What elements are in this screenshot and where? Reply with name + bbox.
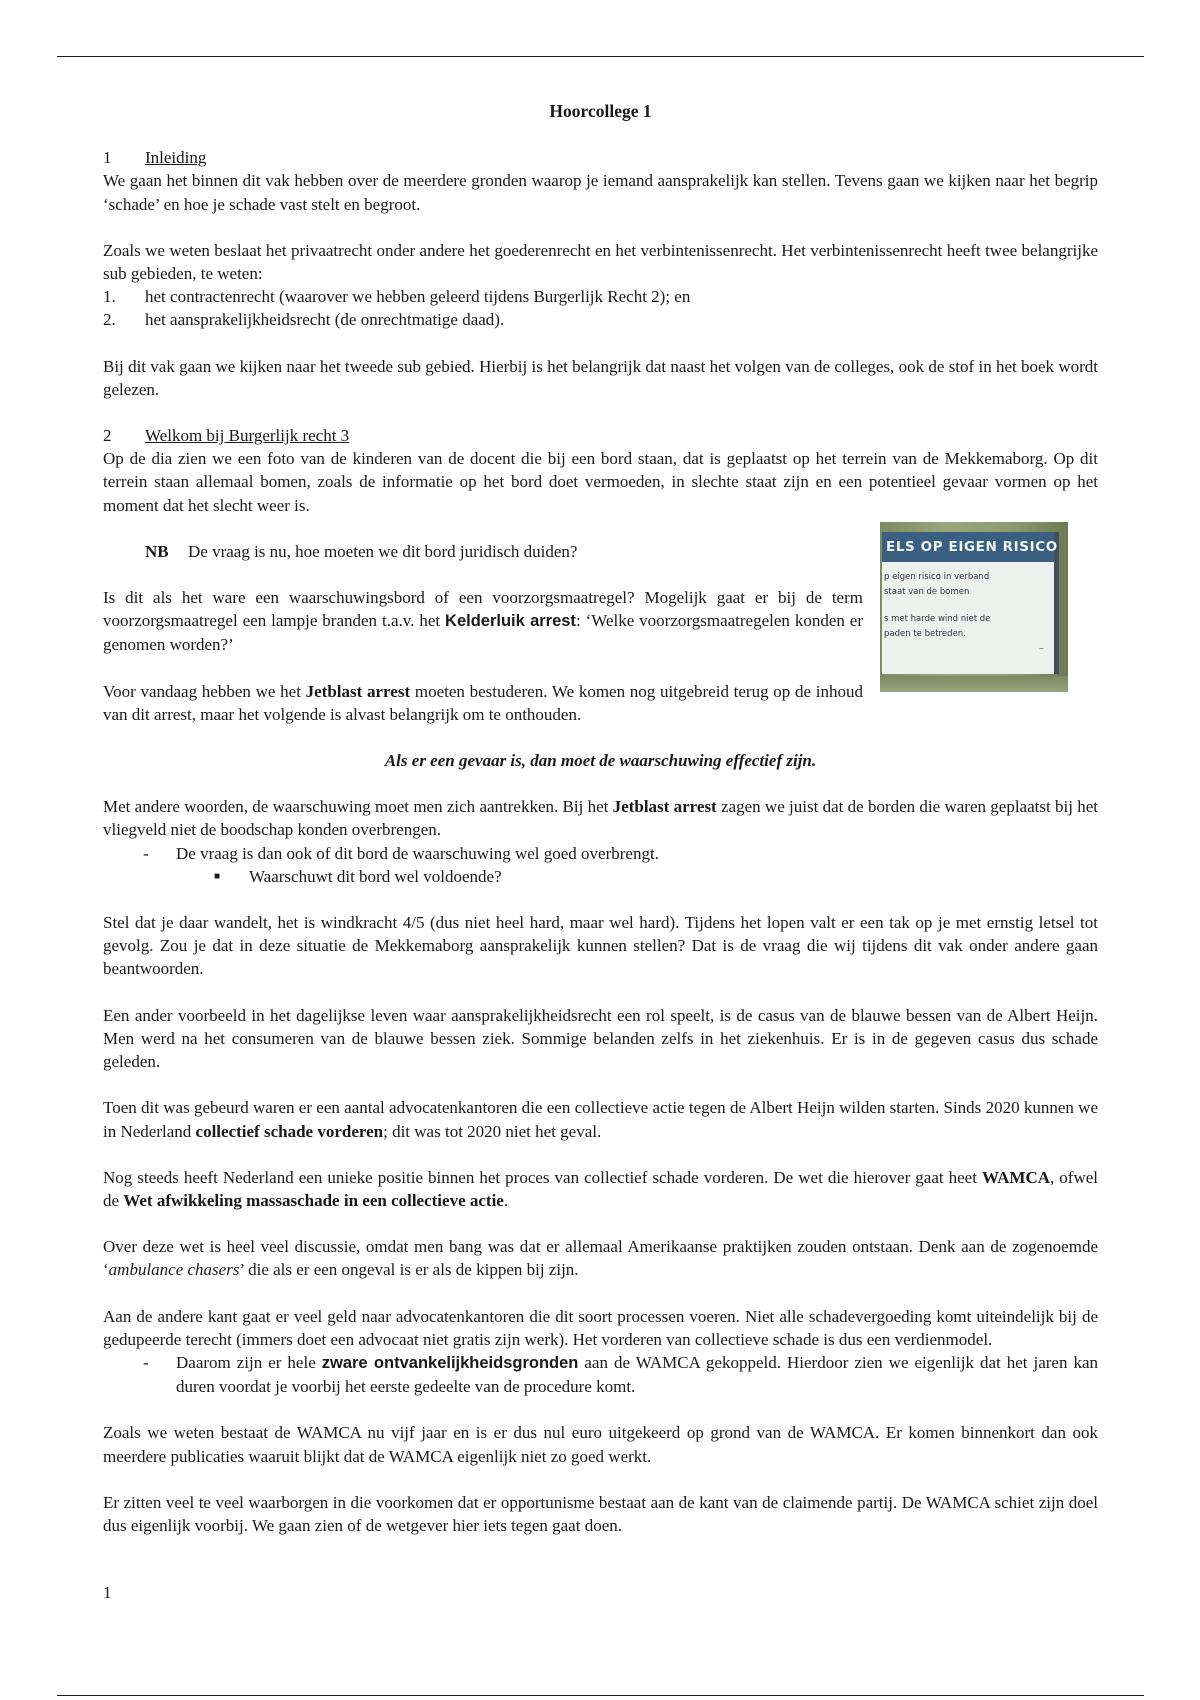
paragraph: Is dit als het ware een waarschuwingsbord of een voorzorgsmaatregel? Mogelijk gaat er bij de term voorzorgsmaatregel een lampje branden t.a.v. het Kelderluik arrest: ‘Welke voorzorgsmaatregelen konden er genomen worden?’	[103, 588, 863, 655]
paragraph: Over deze wet is heel veel discussie, omdat men bang was dat er allemaal Amerikaanse praktijken zouden ontstaan. Denk aan de zogenoemde ‘ambulance chasers’ die als er een ongeval is er als de kippen bij zijn.	[103, 1237, 1098, 1280]
bold-term: collectief schade vorderen	[195, 1121, 384, 1141]
section-title: Welkom bij Burgerlijk recht 3	[145, 426, 350, 446]
bold-term: zware ontvankelijkheidsgronden	[321, 1353, 579, 1372]
dash-bullet	[103, 1351, 1098, 1398]
section-title: Inleiding	[145, 148, 207, 168]
list-item	[103, 285, 1098, 308]
paragraph: Er zitten veel te veel waarborgen in die voorkomen dat er opportunisme bestaat aan de kant van de claimende partij. De WAMCA schiet zijn doel dus eigenlijk voorbij. We gaan zien of de wetgever hier iets tegen gaat doen.	[103, 1492, 1098, 1535]
case-name: Jetblast arrest	[305, 681, 411, 701]
key-quote: Als er een gevaar is, dan moet de waarschuwing effectief zijn.	[384, 751, 817, 771]
italic-term: ambulance chasers	[108, 1260, 240, 1280]
bullet-text: Waarschuwt dit bord wel voldoende?	[249, 866, 502, 886]
bullet-marker: -	[143, 843, 149, 863]
paragraph: Een ander voorbeeld in het dagelijkse leven waar aansprakelijkheidsrecht een rol speelt, is de casus van de blauwe bessen van de Albert Heijn. Men werd na het consumeren van de blauwe bessen ziek. Sommige belanden zelfs in het ziekenhuis. Er is in de gegeven casus dus schade geleden.	[103, 1005, 1098, 1072]
paragraph: Voor vandaag hebben we het Jetblast arrest moeten bestuderen. We komen nog uitgebreid terug op de inhoud van dit arrest, maar het volgende is alvast belangrijk om te onthouden.	[103, 681, 863, 724]
list-item	[103, 308, 1098, 331]
page-number: 1	[103, 1583, 112, 1602]
sign-signature: –	[1039, 643, 1044, 654]
list-number: 1.	[103, 287, 116, 307]
list-text: het contractenrecht (waarover we hebben geleerd tijdens Burgerlijk Recht 2); en	[145, 287, 691, 307]
list-number: 2.	[103, 310, 116, 330]
section-1-heading	[103, 146, 1098, 169]
section-2-heading	[103, 424, 1098, 447]
sign-header: ELS OP EIGEN RISICO	[882, 532, 1054, 562]
paragraph: We gaan het binnen dit vak hebben over de meerdere gronden waarop je iemand aansprakelijk kan stellen. Tevens gaan we kijken naar het begrip ‘schade’ en hoe je schade vast stelt en begroot.	[103, 171, 1098, 214]
warning-sign-photo	[880, 522, 1068, 692]
bold-term: WAMCA	[982, 1167, 1050, 1187]
paragraph: Aan de andere kant gaat er veel geld naar advocatenkantoren die dit soort processen voeren. Niet alle schadevergoeding komt uiteindelijk bij de gedupeerde terecht (immers doet een advocaat niet gratis zijn werk). Het vorderen van collectieve schade is dus een verdienmodel.	[103, 1306, 1098, 1349]
square-bullet	[103, 865, 1098, 888]
paragraph: Met andere woorden, de waarschuwing moet men zich aantrekken. Bij het Jetblast arrest zagen we juist dat de borden die waren geplaatst bij het vliegveld niet de boodschap konden overbrengen.	[103, 797, 1098, 840]
paragraph: Bij dit vak gaan we kijken naar het tweede sub gebied. Hierbij is het belangrijk dat naast het volgen van de colleges, ook de stof in het boek wordt gelezen.	[103, 356, 1098, 399]
bullet-text: De vraag is dan ook of dit bord de waarschuwing wel goed overbrengt.	[176, 843, 659, 863]
section-number: 2	[103, 426, 112, 446]
section-number: 1	[103, 148, 112, 168]
dash-bullet	[103, 842, 1098, 865]
nb-text: De vraag is nu, hoe moeten we dit bord juridisch duiden?	[188, 541, 578, 561]
case-name: Jetblast arrest	[612, 797, 717, 817]
footer-rule	[57, 1695, 1144, 1696]
paragraph: Toen dit was gebeurd waren er een aantal advocatenkantoren die een collectieve actie tegen de Albert Heijn wilden starten. Sinds 2020 kunnen we in Nederland collectief schade vorderen; dit was tot 2020 niet het geval.	[103, 1098, 1098, 1141]
list-text: het aansprakelijkheidsrecht (de onrechtmatige daad).	[145, 310, 505, 330]
square-bullet-icon: ■	[214, 870, 221, 882]
nb-label: NB	[145, 541, 169, 561]
paragraph: Nog steeds heeft Nederland een unieke positie binnen het proces van collectief schade vorderen. De wet die hierover gaat heet WAMCA, ofwel de Wet afwikkeling massaschade in een collectieve actie.	[103, 1167, 1098, 1210]
paragraph: Op de dia zien we een foto van de kinderen van de docent die bij een bord staan, dat is geplaatst op het terrein van de Mekkemaborg. Op dit terrein staan allemaal bomen, zoals de informatie op het bord doet vermoeden, in slechte staat zijn en een potentieel gevaar vormen op het moment dat het slecht weer is.	[103, 449, 1098, 515]
case-name: Kelderluik arrest	[445, 612, 576, 631]
header-rule	[57, 56, 1144, 57]
sign-text: p eigen risico in verband staat van de bomen s met harde wind niet de paden te betreden.	[884, 572, 991, 639]
bold-term: Wet afwikkeling massaschade in een collectieve actie	[123, 1190, 504, 1210]
paragraph: Stel dat je daar wandelt, het is windkracht 4/5 (dus niet heel hard, maar wel hard). Tijdens het lopen valt er een tak op je met ernstig letsel tot gevolg. Zou je dat in deze situatie de Mekkemaborg aansprakelijk kunnen stellen? Dat is de vraag die wij tijdens dit vak onder andere gaan beantwoorden.	[103, 913, 1098, 979]
page-title: Hoorcollege 1	[549, 101, 652, 121]
sign-board	[882, 532, 1059, 674]
paragraph: Zoals we weten bestaat de WAMCA nu vijf jaar en is er dus nul euro uitgekeerd op grond van de WAMCA. Er komen binnenkort dan ook meerdere publicaties waaruit blijkt dat de WAMCA eigenlijk niet zo goed werkt.	[103, 1423, 1098, 1466]
bullet-marker: -	[143, 1352, 149, 1372]
document-body	[103, 100, 1098, 1537]
bullet-text: Daarom zijn er hele zware ontvankelijkheidsgronden aan de WAMCA gekoppeld. Hierdoor zien we eigenlijk dat het jaren kan duren voordat je voorbij het eerste gedeelte van de procedure komt.	[176, 1352, 1098, 1397]
paragraph: Zoals we weten beslaat het privaatrecht onder andere het goederenrecht en het verbintenissenrecht. Het verbintenissenrecht heeft twee belangrijke sub gebieden, te weten:	[103, 240, 1098, 284]
